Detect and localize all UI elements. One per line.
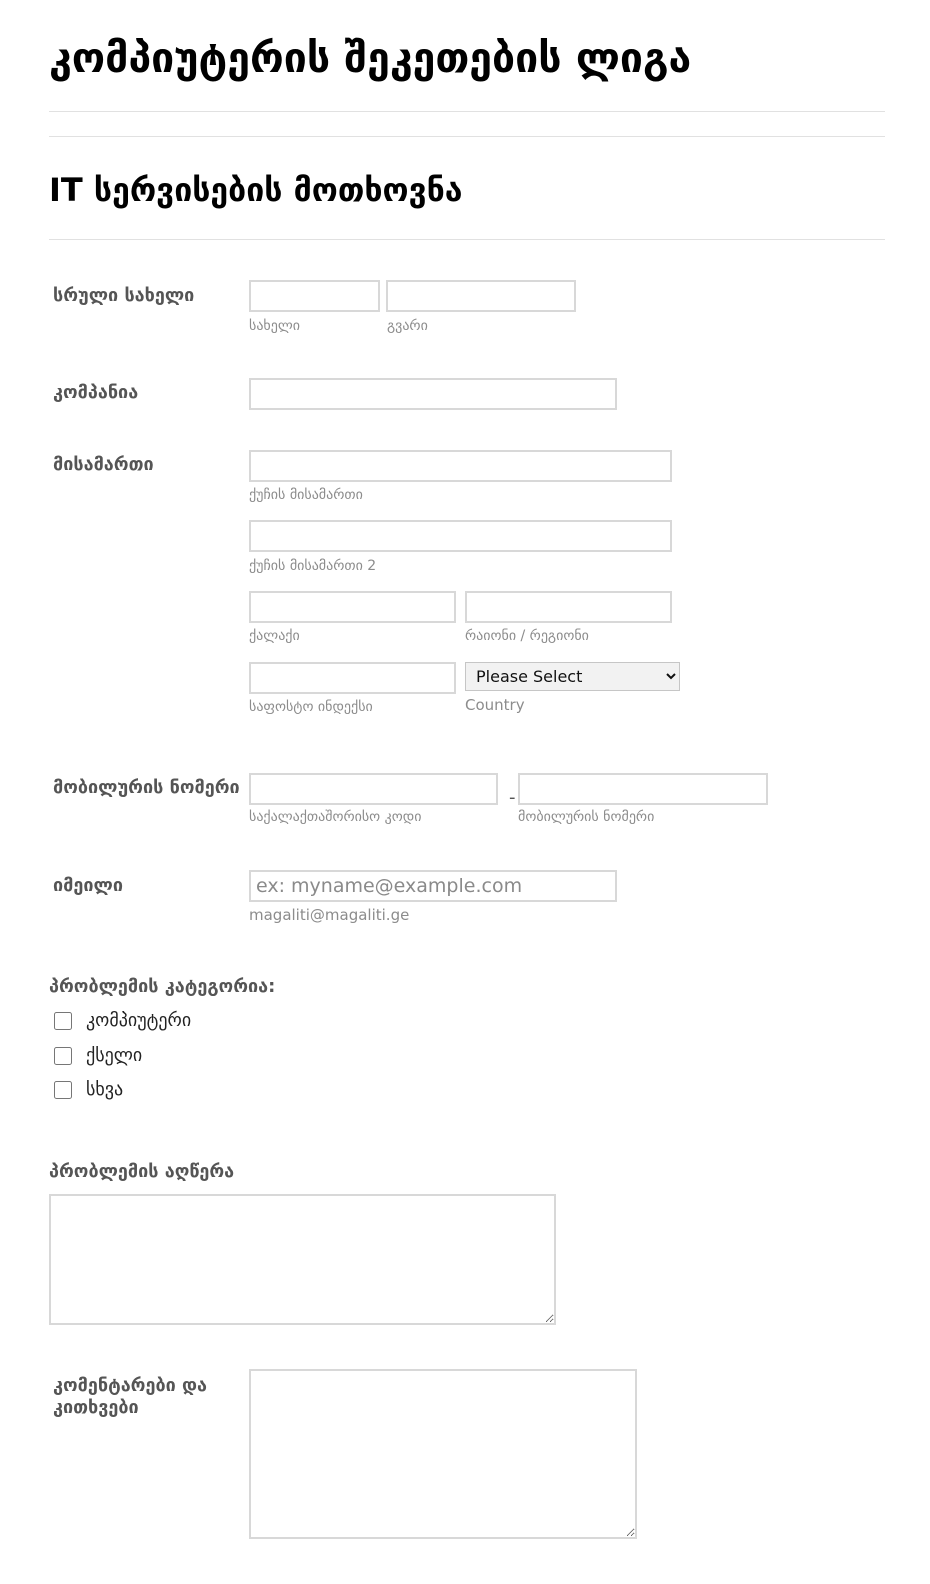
divider xyxy=(49,136,885,137)
city-input[interactable] xyxy=(249,591,456,623)
country-sublabel: Country xyxy=(465,696,525,714)
divider xyxy=(49,239,885,240)
divider xyxy=(49,111,885,112)
category-option-other[interactable] xyxy=(53,1079,123,1101)
email-sublabel: magaliti@magaliti.ge xyxy=(249,906,410,924)
company-label: კომპანია xyxy=(53,382,139,403)
category-option-label: კომპიუტერი xyxy=(86,1010,192,1031)
region-sublabel: რაიონი / რეგიონი xyxy=(465,628,589,644)
first-name-sublabel: სახელი xyxy=(249,318,300,334)
country-select[interactable] xyxy=(465,662,680,691)
first-name-input[interactable] xyxy=(249,280,380,312)
category-checkbox[interactable] xyxy=(54,1012,72,1030)
email-input[interactable] xyxy=(249,870,617,902)
comments-label: კომენტარები და კითხვები xyxy=(53,1375,208,1418)
city-sublabel: ქალაქი xyxy=(249,628,300,644)
last-name-input[interactable] xyxy=(386,280,576,312)
email-label: იმეილი xyxy=(53,875,123,896)
category-checkbox[interactable] xyxy=(54,1081,72,1099)
category-option-label: ქსელი xyxy=(86,1045,143,1066)
description-textarea[interactable] xyxy=(49,1194,556,1325)
postal-code-input[interactable] xyxy=(249,662,456,694)
category-option-computer[interactable] xyxy=(53,1010,191,1032)
category-checkbox[interactable] xyxy=(54,1047,72,1065)
phone-separator: - xyxy=(509,787,516,808)
category-label: პრობლემის კატეგორია: xyxy=(49,976,276,997)
company-input[interactable] xyxy=(249,378,617,410)
street-address-2-input[interactable] xyxy=(249,520,672,552)
address-label: მისამართი xyxy=(53,454,154,475)
region-input[interactable] xyxy=(465,591,672,623)
phone-number-input[interactable] xyxy=(518,773,768,805)
postal-code-sublabel: საფოსტო ინდექსი xyxy=(249,699,373,715)
category-option-network[interactable] xyxy=(53,1045,142,1067)
area-code-input[interactable] xyxy=(249,773,498,805)
phone-number-sublabel: მობილურის ნომერი xyxy=(518,809,655,825)
area-code-sublabel: საქალაქთაშორისო კოდი xyxy=(249,809,422,825)
full-name-label: სრული სახელი xyxy=(53,285,195,306)
form-subtitle: IT სერვისების მოთხოვნა xyxy=(49,171,463,209)
street-address-2-sublabel: ქუჩის მისამართი 2 xyxy=(249,558,377,574)
last-name-sublabel: გვარი xyxy=(387,318,428,334)
comments-textarea[interactable] xyxy=(249,1369,637,1539)
street-address-input[interactable] xyxy=(249,450,672,482)
description-label: პრობლემის აღწერა xyxy=(49,1161,235,1182)
phone-label: მობილურის ნომერი xyxy=(53,777,240,798)
category-option-label: სხვა xyxy=(86,1079,124,1100)
street-address-sublabel: ქუჩის მისამართი xyxy=(249,487,363,503)
page-title: კომპიუტერის შეკეთების ლიგა xyxy=(49,34,692,82)
